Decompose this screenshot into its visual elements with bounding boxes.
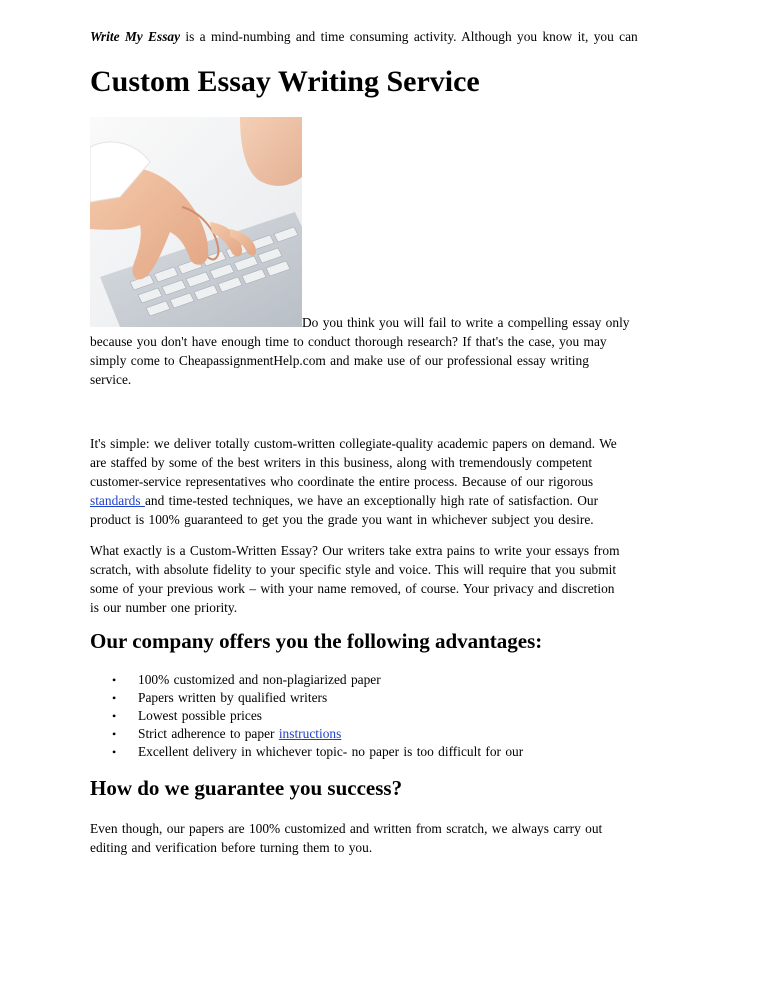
page-title: Custom Essay Writing Service — [90, 65, 480, 98]
guarantee-heading: How do we guarantee you success? — [90, 776, 403, 800]
bullet-icon: • — [112, 709, 117, 723]
list-item-text: Lowest possible prices — [138, 708, 262, 723]
list-item-text: Excellent delivery in whichever topic- no paper is too difficult for our — [138, 744, 524, 759]
intro-line: service. — [90, 372, 132, 387]
intro-line: because you don't have enough time to conduct thorough research? If that's the case, you may — [90, 334, 607, 349]
list-item-text: Strict adherence to paper — [138, 726, 279, 741]
paragraph-line: is our number one priority. — [90, 600, 238, 615]
bullet-icon: • — [112, 673, 117, 687]
list-item-text: 100% customized and non-plagiarized paper — [138, 672, 381, 687]
custom-essay-paragraph — [90, 541, 690, 617]
paragraph-line: It's simple: we deliver totally custom-written collegiate-quality academic papers on demand. We — [90, 436, 617, 451]
header-line — [90, 28, 690, 46]
paragraph-line: customer-service representatives who coordinate the entire process. Because of our rigorous — [90, 474, 594, 489]
list-item — [90, 671, 690, 689]
paragraph-line: product is 100% guaranteed to get you the grade you want in whichever subject you desire. — [90, 512, 594, 527]
header-line-text: is a mind-numbing and time consuming activity. Although you know it, you can — [180, 29, 638, 44]
paragraph-line — [90, 491, 690, 510]
instructions-link[interactable]: instructions — [278, 726, 342, 741]
paragraph-line: are staffed by some of the best writers in this business, along with tremendously competent — [90, 455, 593, 470]
keyboard-typing-photo — [90, 117, 302, 327]
header-line-lead: Write My Essay — [90, 29, 181, 44]
advantages-list — [90, 671, 690, 761]
intro-line: Do you think you will fail to write a compelling essay only — [302, 315, 630, 330]
standards-link[interactable]: standards — [90, 493, 145, 508]
list-item — [90, 707, 690, 725]
advantages-heading: Our company offers you the following advantages: — [90, 629, 543, 653]
guarantee-paragraph — [90, 819, 690, 857]
list-item-text: Papers written by qualified writers — [138, 690, 328, 705]
bullet-icon: • — [112, 727, 117, 741]
list-item — [90, 725, 690, 743]
paragraph-line: scratch, with absolute fidelity to your specific style and voice. This will require that you submit — [90, 562, 617, 577]
intro-line: simply come to CheapassignmentHelp.com and make use of our professional essay writing — [90, 353, 589, 368]
list-item — [90, 689, 690, 707]
paragraph-line: some of your previous work – with your name removed, of course. Your privacy and discretion — [90, 581, 615, 596]
bullet-icon: • — [112, 691, 117, 705]
service-paragraph — [90, 434, 690, 529]
paragraph-line: editing and verification before turning them to you. — [90, 840, 373, 855]
paragraph-line-text: and time-tested techniques, we have an exceptionally high rate of satisfaction. Our — [144, 493, 599, 508]
intro-paragraph — [90, 313, 690, 389]
bullet-icon: • — [112, 745, 117, 759]
paragraph-line: What exactly is a Custom-Written Essay? Our writers take extra pains to write your essays from — [90, 543, 620, 558]
paragraph-line: Even though, our papers are 100% customized and written from scratch, we always carry out — [90, 821, 603, 836]
list-item — [90, 743, 690, 761]
